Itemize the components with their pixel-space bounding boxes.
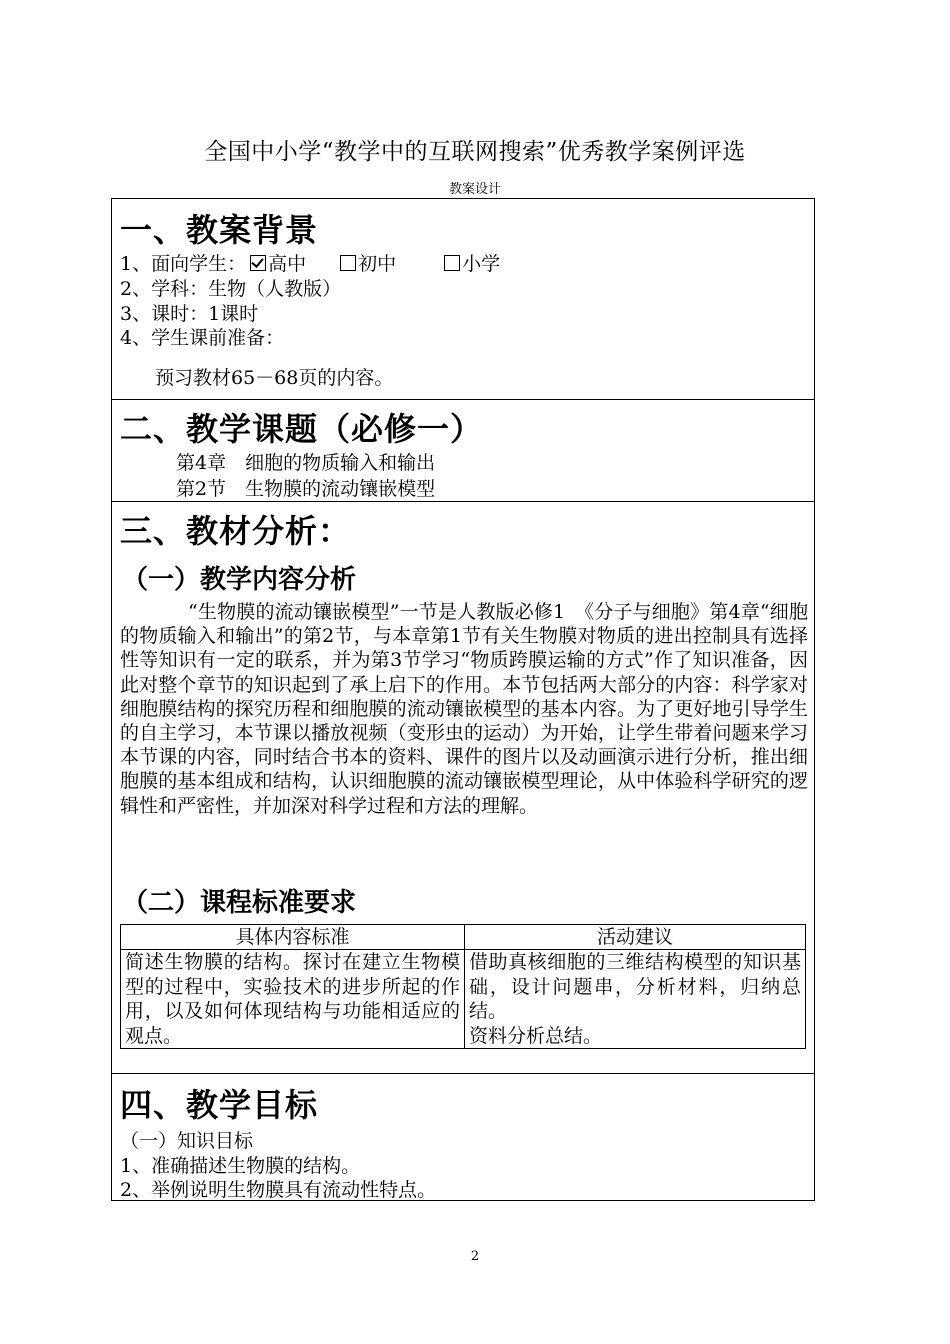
table-header-cell: 活动建议 [465, 925, 806, 950]
section-background [112, 199, 814, 399]
preparation-line: 4、学生课前准备： [120, 327, 285, 349]
section-objectives [112, 1073, 814, 1201]
checkbox-checked-icon[interactable] [250, 255, 266, 271]
chapter-line: 第4章 细胞的物质输入和输出 [176, 452, 436, 474]
objective-item: 1、准确描述生物膜的结构。 [120, 1155, 361, 1177]
page-header-title: 全国中小学“教学中的互联网搜索”优秀教学案例评选 [204, 139, 746, 165]
objective-item: 2、举例说明生物膜具有流动性特点。 [120, 1179, 437, 1201]
subsection-heading: （一）教学内容分析 [122, 565, 357, 595]
section-material-analysis [112, 501, 814, 1074]
curriculum-standards-table [120, 924, 806, 1049]
section-heading: 三、教材分析： [120, 512, 352, 550]
option-senior-high: 高中 [268, 253, 307, 275]
activity-suggestion: 借助真核细胞的三维结构模型的知识基础，设计问题串，分析材料，归纳总结。 [469, 951, 801, 1022]
table-header-cell: 具体内容标准 [121, 925, 465, 950]
checkbox-empty-icon[interactable] [444, 255, 460, 271]
activity-suggestion: 资料分析总结。 [469, 1024, 603, 1047]
target-students-line [120, 249, 500, 276]
section-heading: 二、教学课题（必修一） [120, 410, 484, 448]
section-topic [112, 399, 814, 502]
table-header-row [121, 925, 806, 950]
lesson-plan-frame [111, 198, 815, 1201]
target-students-label: 1、面向学生： [120, 253, 247, 275]
subject-line: 2、学科：生物（人教版） [120, 278, 342, 300]
section-heading: 一、教案背景 [120, 211, 319, 249]
page-number: 2 [470, 1249, 480, 1264]
option-junior-high: 初中 [358, 253, 397, 275]
preparation-text: 预习教材65－68页的内容。 [155, 367, 394, 389]
lesson-line: 第2节 生物膜的流动镶嵌模型 [176, 478, 436, 500]
content-analysis-paragraph: “生物膜的流动镶嵌模型”一节是人教版必修1 《分子与细胞》第4章“细胞的物质输入和输出”的第2节，与本章第1节有关生物膜对物质的进出控制具有选择性等知识有一定的联系，并为第3节学习“物质跨膜运输的方式”作了知识准备，因此对整个章节的知识起到了承上启下的作用。本节包括两大部分的内容：科学家对细胞膜结构的探究历程和细胞膜的流动镶嵌模型的基本内容。为了更好地引导学生的自主学习，本节课以播放视频（变形虫的运动）为开始，让学生带着问题来学习本节课的内容，同时结合书本的资料、课件的图片以及动画演示进行分析，推出细胞膜的基本组成和结构，认识细胞膜的流动镶嵌模型理论，从中体验科学研究的逻辑性和严密性，并加深对科学过程和方法的理解。 [120, 601, 808, 817]
table-cell-standards: 简述生物膜的结构。探讨在建立生物模型的过程中，实验技术的进步所起的作用，以及如何体现结构与功能相适应的观点。 [121, 950, 465, 1049]
class-hours-line: 3、课时：1课时 [120, 303, 259, 325]
option-primary: 小学 [462, 253, 501, 275]
section-heading: 四、教学目标 [120, 1086, 319, 1124]
table-row [121, 950, 806, 1049]
page-header-subtitle: 教案设计 [448, 182, 501, 197]
objective-subheading: （一）知识目标 [120, 1130, 254, 1152]
subsection-heading: （二）课程标准要求 [122, 888, 357, 918]
checkbox-empty-icon[interactable] [340, 255, 356, 271]
table-cell-activities [465, 950, 806, 1049]
